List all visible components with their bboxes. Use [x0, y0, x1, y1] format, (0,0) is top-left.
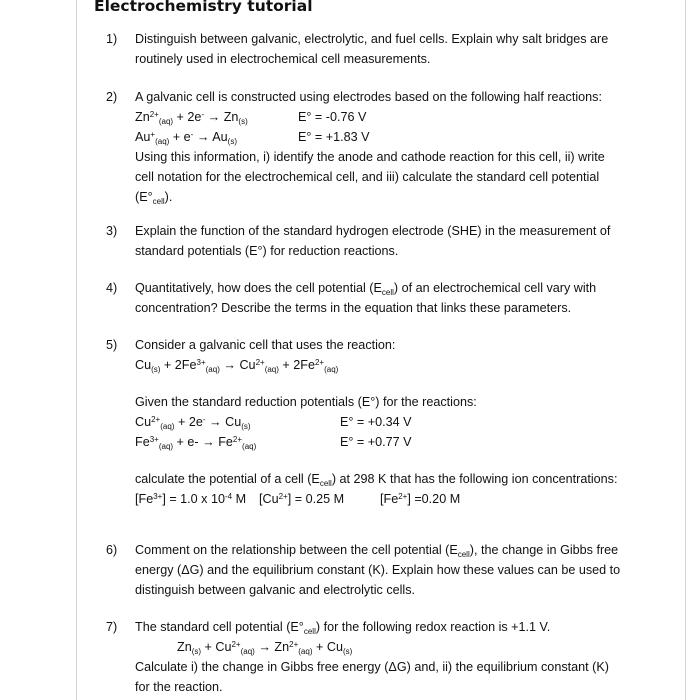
concentrations	[135, 489, 626, 509]
text-part: Quantitatively, how does the cell potential (E	[135, 281, 382, 295]
text-part: Using this information, i) identify the anode and cathode reaction for this cell, ii) write cell notation for the electrochemical cell, and iii) calculate the standard cell potential (E°	[135, 150, 605, 204]
text-part: ), the change in Gibbs free energy (ΔG) and the equilibrium constant (K). Explain how these values can be used to distinguish between galvanic and electrolytic cells.	[135, 543, 621, 597]
half-reaction-zn	[135, 107, 626, 127]
text-part: The standard cell potential (E°	[135, 620, 304, 634]
question-intro: A galvanic cell is constructed using electrodes based on the following half reactions:	[135, 90, 602, 104]
reaction-equation: $Cu^{2+}_{(aq)} + 2e^- \to Cu_{(s)}$	[135, 415, 251, 431]
question-text: The standard cell potential $(E^\circ_{cell})$ for the following redox reaction is +1.1 V.	[135, 620, 551, 636]
reduction-potential: E° = -0.76 V	[298, 110, 367, 124]
given-text: Given the standard reduction potentials (E°) for the reactions:	[135, 395, 477, 409]
question-text: Explain the function of the standard hydrogen electrode (SHE) in the measurement of standard potentials (E°) for reduction reactions.	[135, 224, 611, 258]
question-intro: Consider a galvanic cell that uses the reaction:	[135, 338, 396, 352]
question-number: 3)	[106, 224, 118, 238]
exponent: -4	[225, 492, 233, 501]
text-part: ) at 298 K that has the following ion concentrations:	[331, 472, 618, 486]
reaction-equation: $Zn_{(s)} + Cu^{2+}_{(aq)} \to Zn^{2+}_{(aq)} + Cu_{(s)}$	[177, 640, 353, 656]
concentration-fe2: $[Fe^{2+}] =0.20$ M	[380, 492, 461, 506]
text-part: ).	[164, 190, 173, 204]
reaction-equation: $Fe^{3+}_{(aq)} + e- \to Fe^{2+}_{(aq)}$	[135, 435, 257, 451]
question-number: 7)	[106, 620, 118, 634]
question-6	[106, 540, 626, 600]
question-number: 5)	[106, 338, 118, 352]
question-number: 4)	[106, 281, 118, 295]
text-part: ) of an electrochemical cell vary with concentration? Describe the terms in the equation that links these parameters.	[135, 281, 597, 315]
text-part: Comment on the relationship between the cell potential (E	[135, 543, 458, 557]
question-7	[106, 617, 626, 697]
question-text: Using this information, i) identify the anode and cathode reaction for this cell, ii) write cell notation for the electrochemical cell, and iii) calculate the standard cell potential $(E^\circ_{cell})$.	[135, 150, 605, 206]
question-2	[106, 87, 626, 207]
half-reaction-cu	[135, 412, 626, 432]
reduction-potential: E° = +0.34 V	[340, 415, 412, 429]
question-3	[106, 221, 626, 261]
question-4	[106, 278, 626, 318]
redox-reaction	[135, 637, 626, 657]
value: ] = 1.0 x 10	[162, 492, 225, 506]
text-part: ) for the following redox reaction is +1.1 V.	[315, 620, 551, 634]
overall-reaction	[135, 355, 626, 375]
question-text: Comment on the relationship between the cell potential $(E_{cell})$, the change in Gibbs free energy (ΔG) and the equilibrium constant (K). Explain how these values can be used to distinguish between galvanic and electrolytic cells.	[135, 543, 621, 597]
reaction-equation: $Au^+_{(aq)} + e^- \to Au_{(s)}$	[135, 130, 237, 146]
question-text: Quantitatively, how does the cell potential $(E_{cell})$ of an electrochemical cell vary with concentration? Describe the terms in the equation that links these parameters.	[135, 281, 597, 315]
reaction-equation: $Zn^{2+}_{(aq)} + 2e^- \to Zn_{(s)}$	[135, 110, 248, 126]
concentration-fe3: $[Fe^{3+}] = 1.0$ x $10^{-4}$ M	[135, 492, 247, 506]
half-reaction-fe	[135, 432, 626, 452]
half-reaction-au	[135, 127, 626, 147]
question-text-continued: Calculate i) the change in Gibbs free energy (ΔG) and, ii) the equilibrium constant (K) for the reaction.	[135, 660, 609, 694]
document-title: Electrochemistry tutorial	[94, 0, 313, 15]
value: ] = 0.25 M	[287, 492, 345, 506]
concentration-cu2: $[Cu^{2+}] = 0.25$ M	[259, 492, 345, 506]
question-number: 6)	[106, 543, 118, 557]
unit: M	[232, 492, 247, 506]
question-number: 2)	[106, 90, 118, 104]
value: ] =0.20 M	[407, 492, 461, 506]
calculation-text: calculate the potential of a cell $(E_{cell})$ at 298 K that has the following ion concentrations:	[135, 472, 618, 488]
reaction-equation: $Cu_{(s)} + 2Fe^{3+}_{(aq)} \to Cu^{2+}_{(aq)} + 2Fe^{2+}_{(aq)}$	[135, 358, 339, 374]
question-5	[106, 335, 626, 509]
reduction-potential: E° = +1.83 V	[298, 130, 370, 144]
reduction-potential: E° = +0.77 V	[340, 435, 412, 449]
question-text: Distinguish between galvanic, electrolytic, and fuel cells. Explain why salt bridges are routinely used in electrochemical cell measurements.	[135, 32, 609, 66]
question-1	[106, 29, 626, 69]
text-part: calculate the potential of a cell (E	[135, 472, 320, 486]
question-number: 1)	[106, 32, 118, 46]
